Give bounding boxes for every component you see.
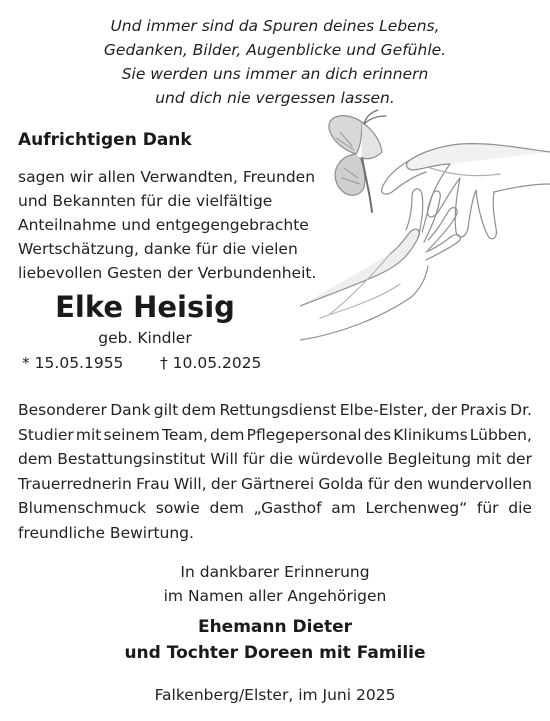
signer-line-2: und Tochter Doreen mit Familie	[124, 643, 426, 663]
special-thanks-word: Will,	[173, 474, 207, 493]
special-thanks-word: Dr.	[510, 401, 532, 419]
thanks-paragraph	[18, 165, 316, 285]
closing-remarks	[0, 560, 550, 608]
thanks-line-4: Wertschätzung, danke für die vielen	[18, 240, 298, 258]
special-thanks-line-1	[18, 398, 532, 423]
special-thanks-word: Dank	[110, 401, 151, 419]
memorial-poem	[0, 14, 550, 110]
thanks-line-3: Anteilnahme und entgegengebrachte	[18, 216, 309, 234]
special-thanks-word: Elbe-Elster,	[339, 401, 428, 419]
special-thanks-word: mit	[75, 425, 102, 444]
special-thanks-word: Gärtnerei	[240, 474, 315, 493]
special-thanks-word: dem	[181, 401, 217, 419]
special-thanks-word: am	[331, 499, 356, 517]
thanks-heading: Aufrichtigen Dank	[18, 130, 192, 150]
birth-date: * 15.05.1955	[22, 354, 124, 372]
special-thanks-word: für	[476, 499, 499, 517]
special-thanks-word: sowie	[155, 499, 200, 517]
special-thanks-word: seinem	[103, 425, 160, 444]
signer-line-1: Ehemann Dieter	[197, 617, 353, 637]
special-thanks-word: Lerchenweg“	[365, 499, 468, 517]
signers	[0, 614, 550, 666]
special-thanks-word: Frau	[136, 474, 170, 493]
special-thanks-word: Trauerrednerin	[18, 474, 132, 493]
special-thanks-word: wundervollen	[427, 474, 532, 493]
special-thanks-word: gilt	[153, 401, 179, 419]
special-thanks-word: mit	[475, 450, 502, 468]
special-thanks-line-5	[18, 496, 532, 521]
special-thanks-word: die	[269, 450, 294, 468]
deceased-name: Elke Heisig	[55, 290, 235, 324]
poem-line-2: Gedanken, Bilder, Augenblicke und Gefühle.	[103, 41, 447, 59]
special-thanks-word: für	[367, 474, 390, 493]
special-thanks-word: Besonderer	[18, 401, 107, 419]
special-thanks-word: des	[363, 425, 392, 444]
special-thanks-text-6: freundliche Bewirtung.	[18, 523, 194, 542]
special-thanks-word: dem	[210, 425, 245, 444]
closing-line-1: In dankbarer Erinnerung	[180, 563, 370, 581]
closing-line-2: im Namen aller Angehörigen	[163, 587, 387, 605]
special-thanks-word: Team,	[162, 425, 208, 444]
special-thanks-word: Golda	[318, 474, 364, 493]
special-thanks-word: Blumenschmuck	[18, 499, 147, 517]
special-thanks-word: der	[210, 474, 237, 493]
poem-line-3: Sie werden uns immer an dich erinnern	[121, 65, 429, 83]
special-thanks-word: Pflegepersonal	[246, 425, 362, 444]
special-thanks-word: Klinikums	[393, 425, 468, 444]
special-thanks-word: Studier	[18, 425, 74, 444]
special-thanks-line-6	[18, 521, 532, 546]
poem-line-4: und dich nie vergessen lassen.	[155, 89, 395, 107]
special-thanks-word: Rettungsdienst	[219, 401, 337, 419]
poem-line-1: Und immer sind da Spuren deines Lebens,	[110, 17, 440, 35]
special-thanks-word: den	[393, 474, 423, 493]
special-thanks-line-4	[18, 472, 532, 497]
special-thanks-word: der	[506, 450, 532, 468]
butterfly-icon	[329, 110, 386, 212]
special-thanks-word: die	[508, 499, 532, 517]
death-date: † 10.05.2025	[160, 354, 262, 372]
thanks-line-2: und Bekannten für die vielfältige	[18, 192, 273, 210]
special-thanks-word: Lübben,	[469, 425, 532, 444]
special-thanks-word: dem	[18, 450, 53, 468]
place-and-date: Falkenberg/Elster, im Juni 2025	[154, 686, 396, 704]
special-thanks-word: Will	[210, 450, 239, 468]
special-thanks-word: Bestattungsinstitut	[57, 450, 206, 468]
lower-hand-icon	[300, 189, 460, 340]
thanks-line-1: sagen wir allen Verwandten, Freunden	[18, 168, 316, 186]
special-thanks-paragraph	[18, 398, 532, 545]
thanks-line-5: liebevollen Gesten der Verbundenheit.	[18, 264, 317, 282]
special-thanks-line-3	[18, 447, 532, 472]
special-thanks-word: dem	[209, 499, 244, 517]
upper-hand-icon	[382, 144, 550, 239]
special-thanks-word: der	[431, 401, 457, 419]
special-thanks-word: „Gasthof	[253, 499, 322, 517]
butterfly-hands-illustration	[300, 108, 550, 370]
special-thanks-word: Begleitung	[387, 450, 472, 468]
special-thanks-word: für	[242, 450, 265, 468]
birth-name: geb. Kindler	[98, 329, 192, 347]
special-thanks-word: Praxis	[460, 401, 507, 419]
special-thanks-word: würdevolle	[297, 450, 383, 468]
special-thanks-line-2	[18, 423, 532, 448]
